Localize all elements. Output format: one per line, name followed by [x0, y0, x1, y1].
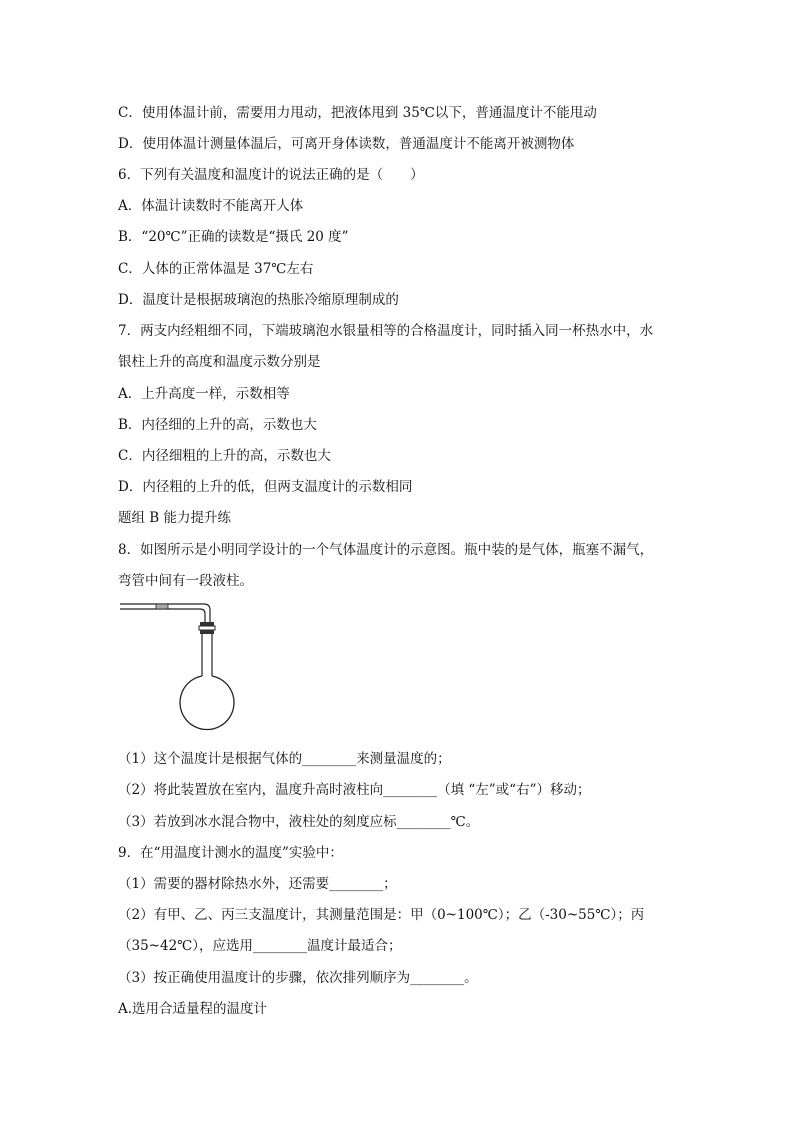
tube-bend-inner	[200, 609, 205, 622]
q9-part2-line2: （35~42℃），应选用________温度计最适合；	[118, 938, 402, 954]
q9-part3: （3）按正确使用温度计的步骤，依次排列顺序为________。	[118, 970, 478, 986]
q9-part2-line1: （2）有甲、乙、丙三支温度计，其测量范围是：甲（0~100℃）；乙（-30~55℃）；丙	[118, 907, 645, 923]
q7-option-b: B．内径细的上升的高，示数也大	[118, 417, 317, 433]
q9-part1: （1）需要的器材除热水外，还需要________；	[118, 876, 397, 892]
gas-thermometer-figure	[118, 598, 248, 736]
q7-option-d: D．内径粗的上升的低，但两支温度计的示数相同	[118, 479, 413, 495]
stopper-bottom	[200, 630, 214, 634]
section-heading: 题组 B 能力提升练	[118, 510, 232, 526]
q7-option-a: A．上升高度一样，示数相等	[118, 386, 290, 402]
flask-bulb	[180, 676, 234, 730]
q6-option-b: B．“20℃”正确的读数是“摄氏 20 度”	[118, 229, 349, 245]
q9-stem: 9．在“用温度计测水的温度”实验中：	[118, 845, 343, 861]
q8-stem-line2: 弯管中间有一段液柱。	[118, 573, 253, 589]
q8-stem-line1: 8．如图所示是小明同学设计的一个气体温度计的示意图。瓶中装的是气体，瓶塞不漏气，	[118, 542, 654, 558]
q5-option-c: C．使用体温计前，需要用力甩动，把液体甩到 35℃以下，普通温度计不能甩动	[118, 105, 597, 121]
q7-stem-line2: 银柱上升的高度和温度示数分别是	[118, 354, 321, 370]
q8-part1: （1）这个温度计是根据气体的________来测量温度的；	[118, 751, 451, 767]
q8-part3: （3）若放到冰水混合物中，液柱处的刻度应标________℃。	[118, 814, 480, 830]
q6-option-a: A．体温计读数时不能离开人体	[118, 198, 304, 214]
q9-option-a: A.选用合适量程的温度计	[118, 1001, 268, 1017]
q6-stem: 6．下列有关温度和温度计的说法正确的是（ ）	[118, 167, 424, 183]
q5-option-d: D．使用体温计测量体温后，可离开身体读数，普通温度计不能离开被测物体	[118, 136, 575, 152]
stopper-top	[200, 622, 214, 626]
q8-part2: （2）将此装置放在室内，温度升高时液柱向________（填 “左”或“右”）移动；	[118, 782, 591, 798]
liquid-column	[156, 604, 168, 609]
stopper-middle	[199, 626, 215, 630]
q6-option-d: D．温度计是根据玻璃泡的热胀冷缩原理制成的	[118, 292, 399, 308]
q7-stem-line1: 7．两支内经粗细不同，下端玻璃泡水银量相等的合格温度计，同时插入同一杯热水中，水	[118, 323, 654, 339]
q7-option-c: C．内径细粗的上升的高，示数也大	[118, 448, 331, 464]
q6-option-c: C．人体的正常体温是 37℃左右	[118, 261, 314, 277]
